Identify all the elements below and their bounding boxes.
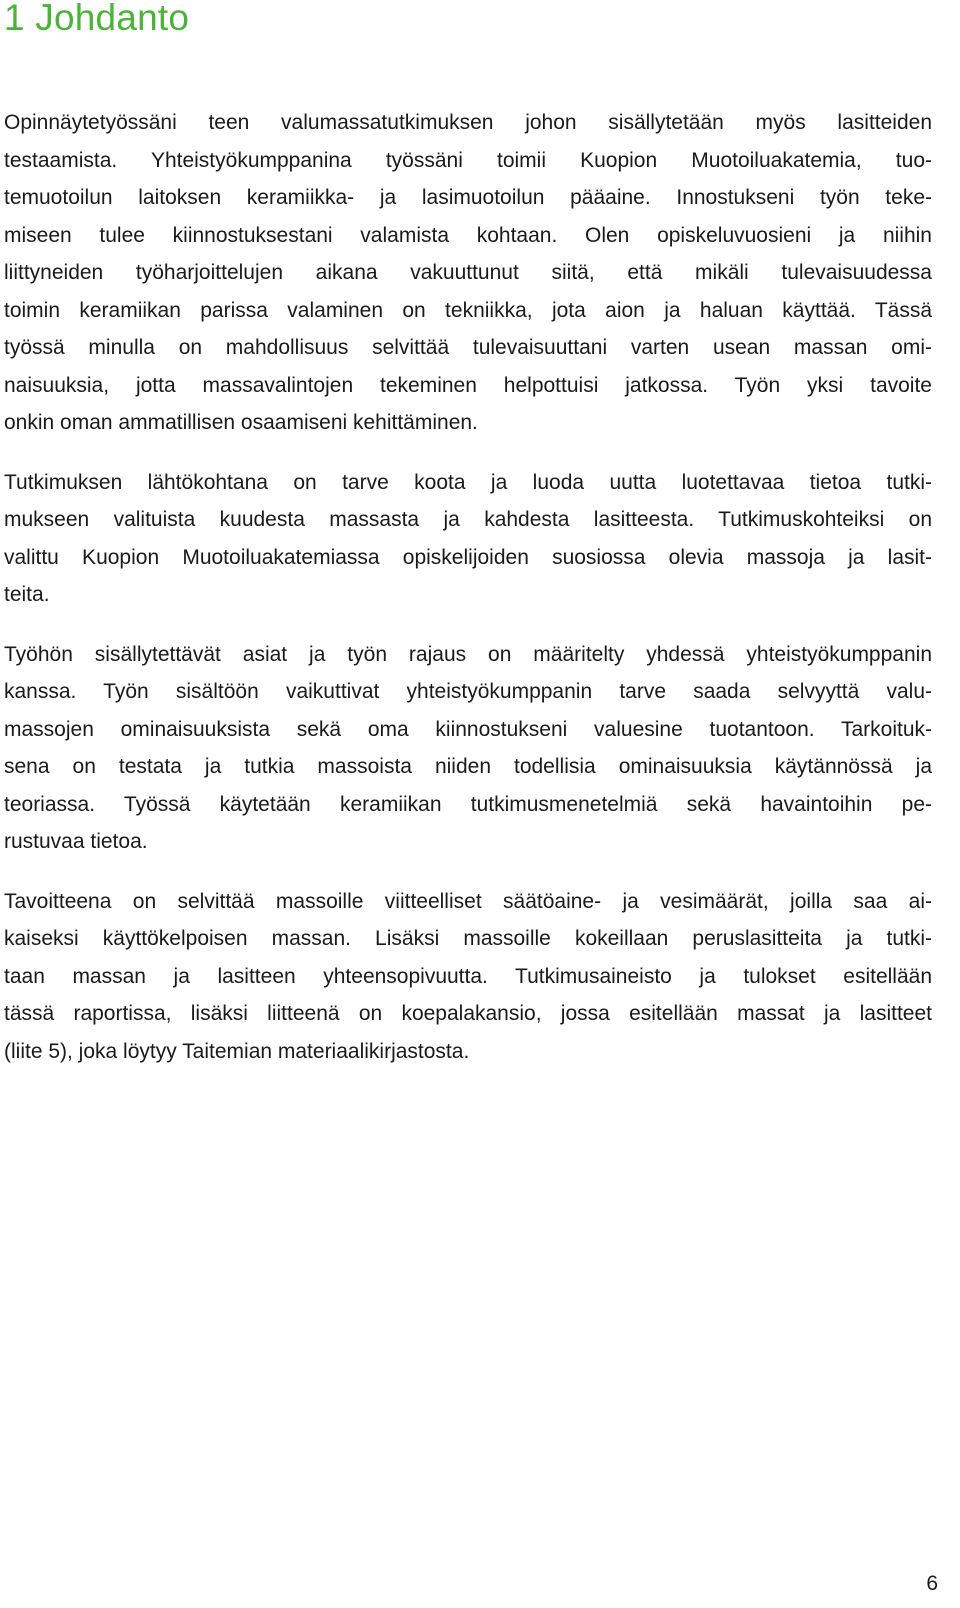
text-line: miseen tulee kiinnostuksestani valamista kohtaan. Olen opiskeluvuosieni ja niihin xyxy=(4,223,932,247)
text-line: rustuvaa tietoa. xyxy=(4,830,148,853)
text-line: valittu Kuopion Muotoiluakatemiassa opiskelijoiden suosiossa olevia massoja ja lasit- xyxy=(4,545,932,569)
page-title: 1 Johdanto xyxy=(4,0,190,38)
text-line: liittyneiden työharjoittelujen aikana vakuuttunut siitä, että mikäli tulevaisuudessa xyxy=(4,261,932,284)
text-line: tässä raportissa, lisäksi liitteenä on koepalakansio, jossa esitellään massat ja lasitteet xyxy=(4,1002,932,1025)
text-line: massojen ominaisuuksista sekä oma kiinnostukseni valuesine tuotantoon. Tarkoituk- xyxy=(4,717,932,741)
paragraph-1 xyxy=(4,104,932,442)
text-line: testaamista. Yhteistyökumppanina työssäni toimii Kuopion Muotoiluakatemia, tuo- xyxy=(4,148,932,172)
text-line: Tutkimuksen lähtökohtana on tarve koota ja luoda uutta luotettavaa tietoa tutki- xyxy=(4,470,932,494)
text-line: Työhön sisällytettävät asiat ja työn rajaus on määritelty yhdessä yhteistyökumppanin xyxy=(4,642,932,666)
text-line: taan massan ja lasitteen yhteensopivuutta. Tutkimusaineisto ja tulokset esitellään xyxy=(4,964,932,988)
text-line: naisuuksia, jotta massavalintojen tekeminen helpottuisi jatkossa. Työn yksi tavoite xyxy=(4,373,932,397)
text-line: kanssa. Työn sisältöön vaikuttivat yhteistyökumppanin tarve saada selvyyttä valu- xyxy=(4,680,932,703)
text-line: teita. xyxy=(4,583,50,606)
text-line: temuotoilun laitoksen keramiikka- ja lasimuotoilun pääaine. Innostukseni työn teke- xyxy=(4,186,932,209)
text-line: Opinnäytetyössäni teen valumassatutkimuksen johon sisällytetään myös lasitteiden xyxy=(4,111,932,134)
page-number: 6 xyxy=(926,1572,938,1595)
paragraph-3 xyxy=(4,636,932,861)
text-line: (liite 5), joka löytyy Taitemian materiaalikirjastosta. xyxy=(4,1039,470,1063)
text-line: mukseen valituista kuudesta massasta ja kahdesta lasitteesta. Tutkimuskohteiksi on xyxy=(4,508,932,531)
text-line: onkin oman ammatillisen osaamiseni kehittäminen. xyxy=(4,411,478,434)
paragraph-4 xyxy=(4,883,932,1071)
text-line: toimin keramiikan parissa valaminen on tekniikka, jota aion ja haluan käyttää. Tässä xyxy=(4,298,932,322)
text-line: työssä minulla on mahdollisuus selvittää tulevaisuuttani varten usean massan omi- xyxy=(4,336,932,359)
text-line: sena on testata ja tutkia massoista niiden todellisia ominaisuuksia käytännössä ja xyxy=(4,755,932,778)
body-text xyxy=(4,104,932,1092)
text-line: kaiseksi käyttökelpoisen massan. Lisäksi massoille kokeillaan peruslasitteita ja tutki- xyxy=(4,927,932,950)
text-line: teoriassa. Työssä käytetään keramiikan tutkimusmenetelmiä sekä havaintoihin pe- xyxy=(4,792,932,816)
paragraph-2 xyxy=(4,464,932,614)
text-line: Tavoitteena on selvittää massoille viitteelliset säätöaine- ja vesimäärät, joilla saa ai- xyxy=(4,889,932,913)
